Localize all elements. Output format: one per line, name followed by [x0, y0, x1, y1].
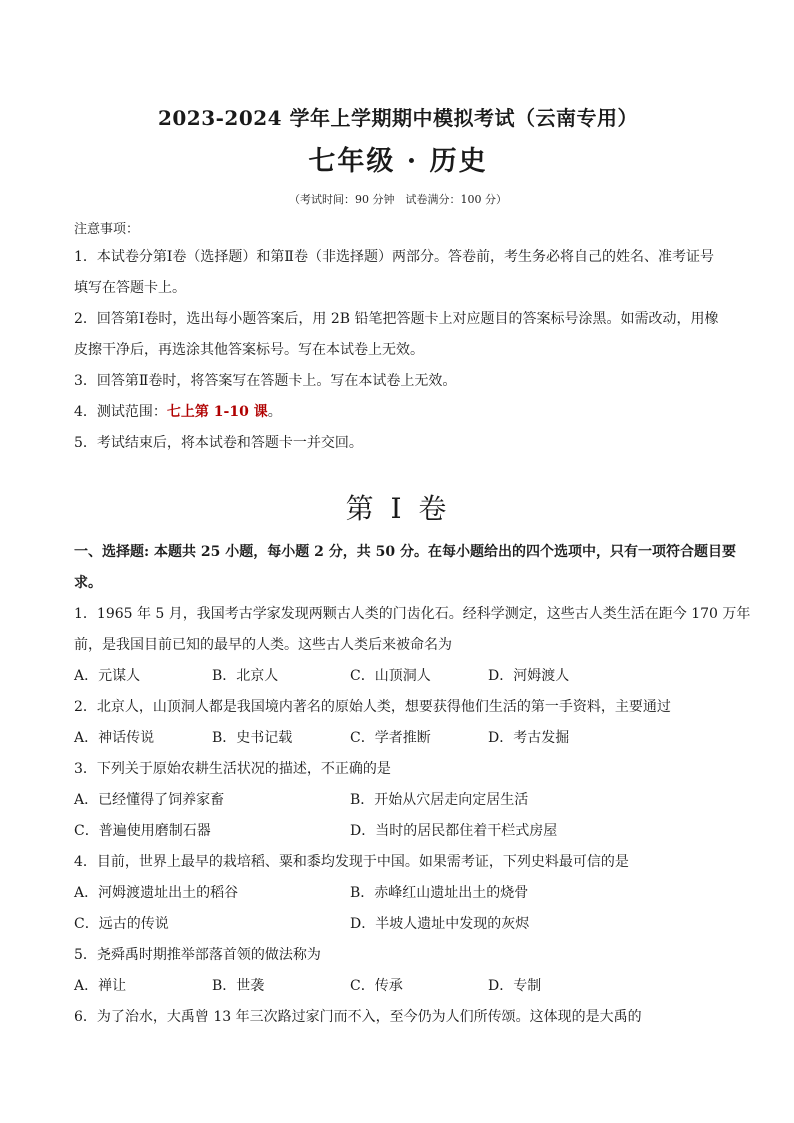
- notice-item-3: 3．回答第Ⅱ卷时，将答案写在答题卡上。写在本试卷上无效。: [74, 373, 457, 389]
- question-3-options-row-2: [74, 816, 722, 847]
- notice-item-4-prefix: 4．测试范围：: [74, 404, 167, 420]
- question-2-options: [74, 723, 722, 754]
- question-1-options: [74, 661, 722, 692]
- option-c: C．山顶洞人: [350, 668, 431, 684]
- question-4-options-row-1: [74, 878, 722, 909]
- exam-subject: 七年级 · 历史: [308, 146, 488, 177]
- option-a: A．河姆渡遗址出土的稻谷: [74, 885, 239, 901]
- notice-item-5: 5．考试结束后，将本试卷和答题卡一并交回。: [74, 435, 363, 451]
- notice-item-4-suffix: 。: [267, 404, 282, 420]
- question-6-stem: 6．为了治水，大禹曾 13 年三次路过家门而不入，至今仍为人们所传颂。这体现的是大禹的: [74, 1009, 642, 1025]
- exam-title: 2023-2024 学年上学期期中模拟考试（云南专用）: [157, 106, 639, 130]
- notice-item-1-line-1: 1．本试卷分第Ⅰ卷（选择题）和第Ⅱ卷（非选择题）两部分。答卷前，考生务必将自己的姓名、准考证号: [74, 249, 714, 265]
- option-a: A．元谋人: [74, 668, 141, 684]
- notice-heading: 注意事项：: [74, 222, 140, 237]
- notice-item-2-line-2: 皮擦干净后，再选涂其他答案标号。写在本试卷上无效。: [74, 342, 424, 358]
- option-b: B．开始从穴居走向定居生活: [350, 792, 529, 808]
- option-d: D．当时的居民都住着干栏式房屋: [350, 823, 558, 839]
- option-b: B．世袭: [212, 978, 265, 994]
- question-1-stem-line-1: 1．1965 年 5 月，我国考古学家发现两颗古人类的门齿化石。经科学测定，这些古人类生活在距今 170 万年: [74, 606, 751, 622]
- question-2-stem: 2．北京人，山顶洞人都是我国境内著名的原始人类，想要获得他们生活的第一手资料，主要通过: [74, 699, 671, 715]
- section-title: 第 I 卷: [345, 492, 451, 525]
- option-b: B．北京人: [212, 668, 279, 684]
- section-instruction-line-2: 求。: [74, 575, 102, 591]
- question-5-options: [74, 971, 722, 1002]
- question-4-options-row-2: [74, 909, 722, 940]
- option-a: A．禅让: [74, 978, 127, 994]
- option-b: B．史书记载: [212, 730, 293, 746]
- option-d: D．河姆渡人: [488, 668, 570, 684]
- option-a: A．神话传说: [74, 730, 155, 746]
- option-c: C．学者推断: [350, 730, 431, 746]
- option-c: C．传承: [350, 978, 403, 994]
- option-a: A．已经懂得了饲养家畜: [74, 792, 225, 808]
- option-c: C．远古的传说: [74, 916, 169, 932]
- option-d: D．半坡人遗址中发现的灰烬: [350, 916, 530, 932]
- question-3-stem: 3．下列关于原始农耕生活状况的描述，不正确的是: [74, 761, 391, 777]
- notice-item-2-line-1: 2．回答第Ⅰ卷时，选出每小题答案后，用 2B 铅笔把答题卡上对应题目的答案标号涂黑。如需改动，用橡: [74, 311, 719, 327]
- notice-section: [74, 218, 722, 459]
- question-3-options-row-1: [74, 785, 722, 816]
- notice-item-4: [74, 397, 722, 428]
- question-1-stem-line-2: 前，是我国目前已知的最早的人类。这些古人类后来被命名为: [74, 637, 452, 653]
- option-d: D．专制: [488, 978, 542, 994]
- notice-item-4-range: 七上第 1-10 课: [166, 404, 268, 420]
- question-4-stem: 4．目前，世界上最早的栽培稻、粟和黍均发现于中国。如果需考证，下列史料最可信的是: [74, 854, 629, 870]
- option-b: B．赤峰红山遗址出土的烧骨: [350, 885, 529, 901]
- section-instruction-line-1: 一、选择题: 本题共 25 小题，每小题 2 分，共 50 分。在每小题给出的四个选项中，只有一项符合题目要: [74, 544, 736, 560]
- notice-item-1-line-2: 填写在答题卡上。: [74, 280, 186, 296]
- option-c: C．普遍使用磨制石器: [74, 823, 211, 839]
- option-d: D．考古发掘: [488, 730, 570, 746]
- question-5-stem: 5．尧舜禹时期推举部落首领的做法称为: [74, 947, 321, 963]
- exam-meta: （考试时间：90 分钟 试卷满分：100 分）: [289, 193, 507, 206]
